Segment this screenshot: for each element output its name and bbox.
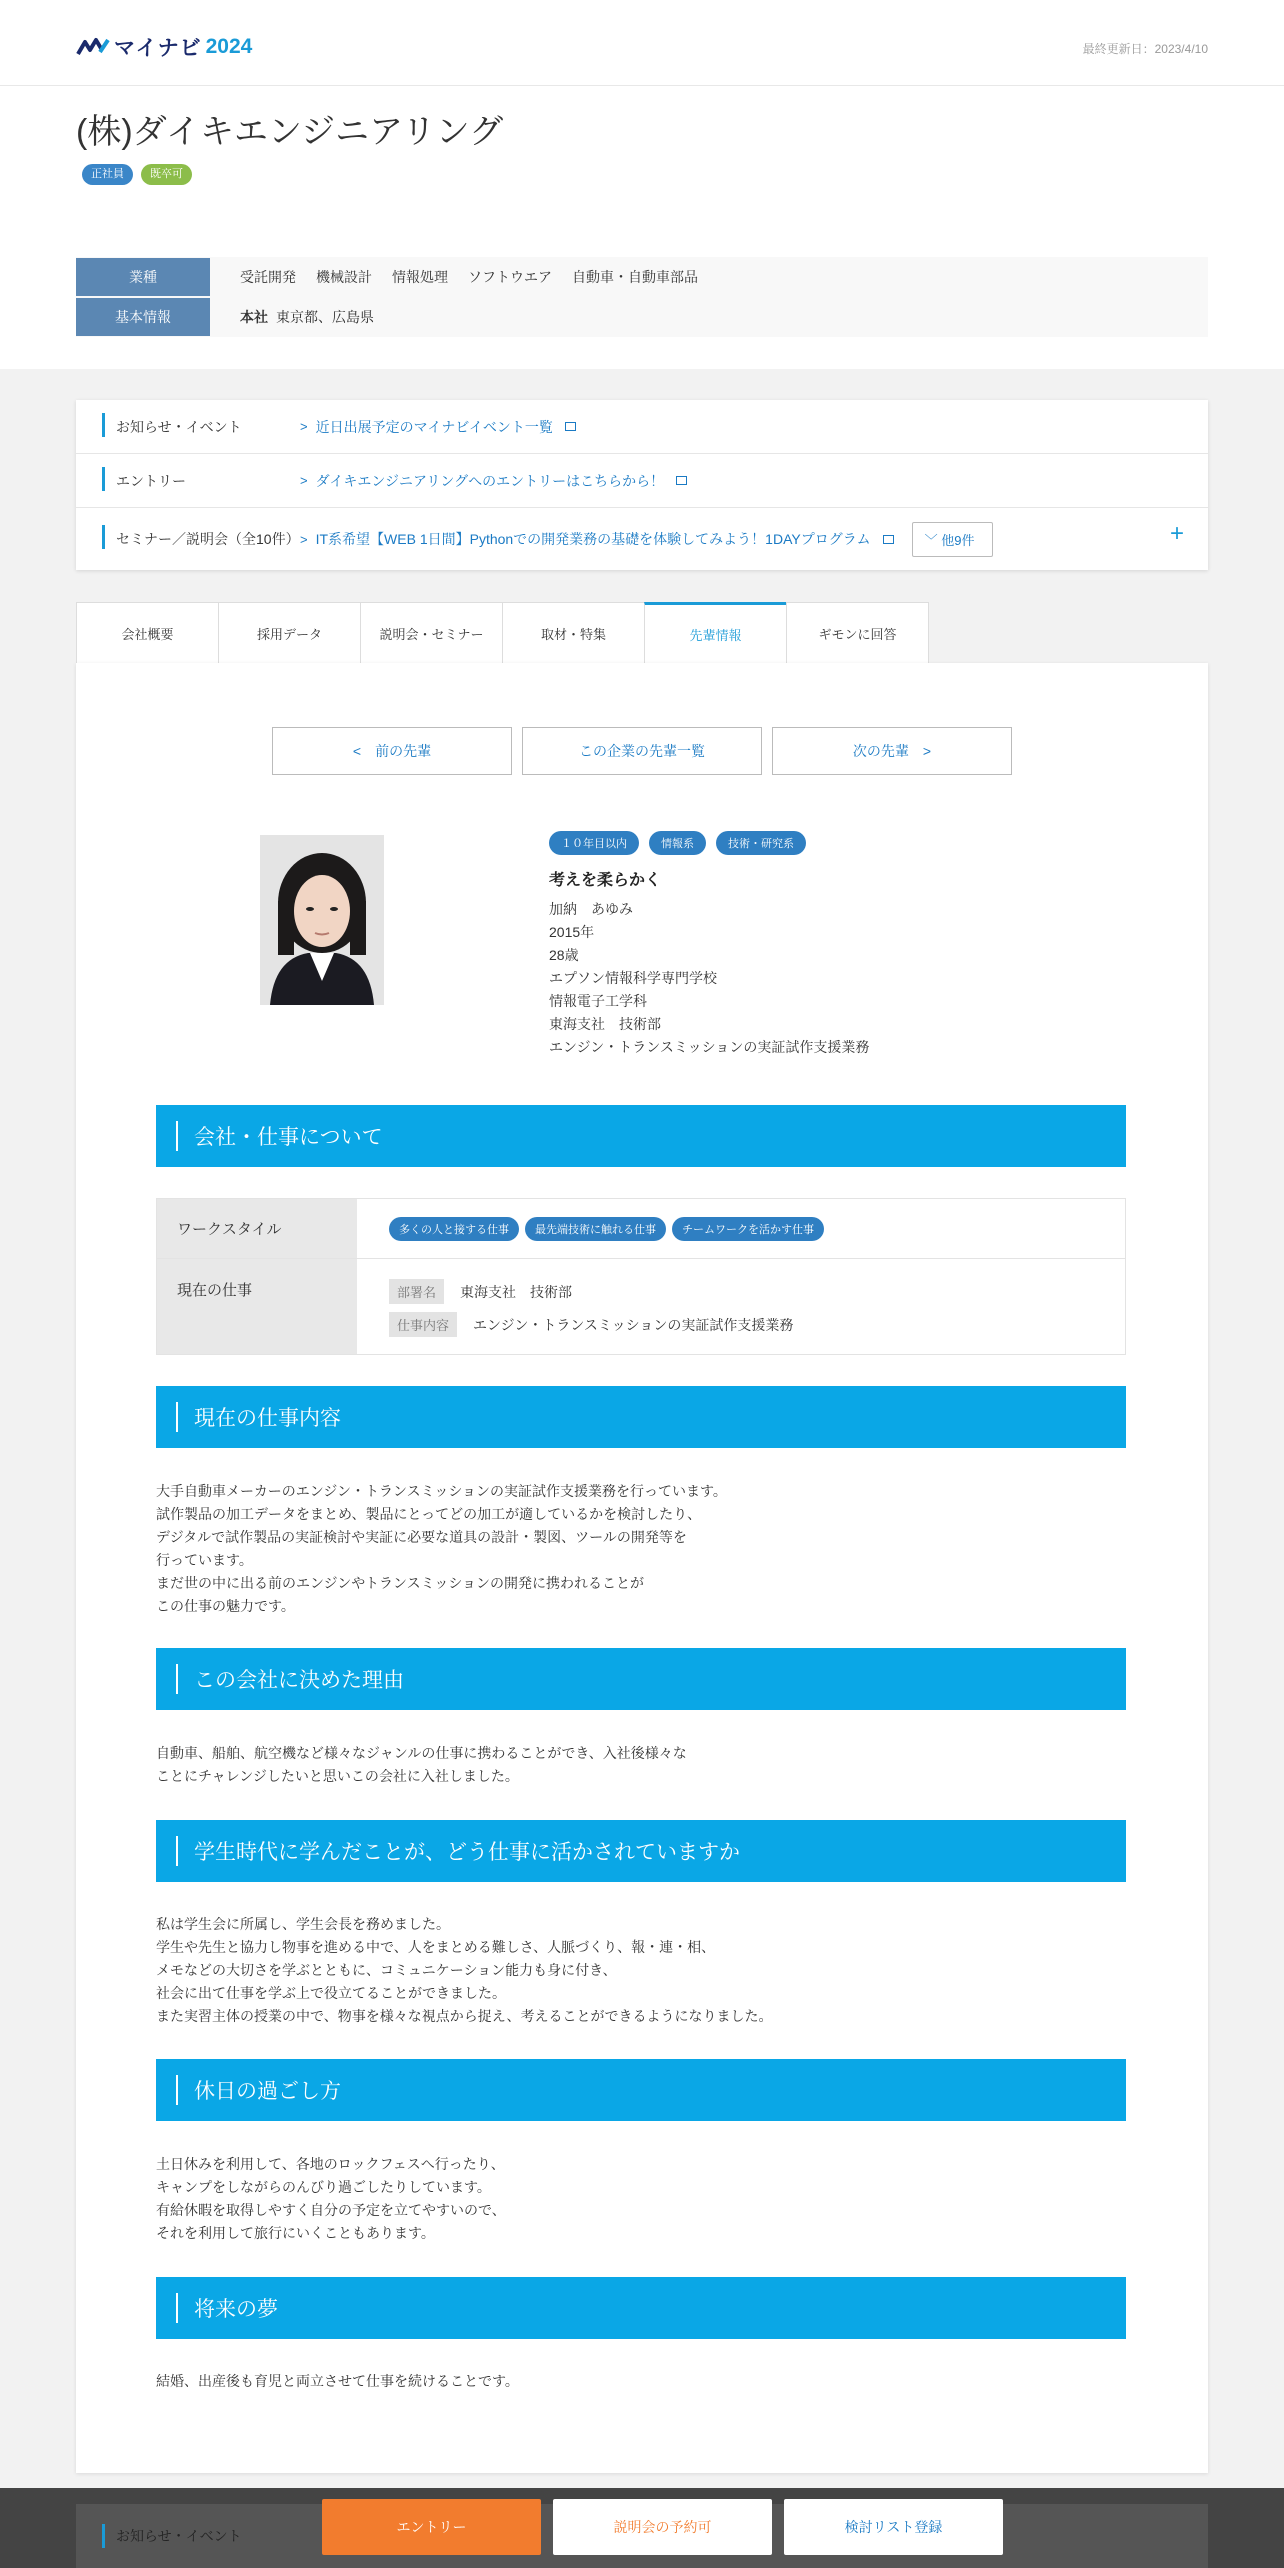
company-tabs <box>76 602 928 664</box>
notice-label: お知らせ・イベント <box>76 417 300 437</box>
work-style-tag: 最先端技術に触れる仕事 <box>525 1217 666 1241</box>
profile-tag: 技術・研究系 <box>716 831 806 855</box>
prev-senior-button[interactable]: < 前の先輩 <box>272 727 512 775</box>
last-updated: 最終更新日：2023/4/10 <box>1082 42 1208 56</box>
dept-pair <box>389 1279 793 1304</box>
footer-ghost-notice: お知らせ・イベント <box>76 2504 1208 2568</box>
profile-title: 考えを柔らかく <box>549 872 662 889</box>
paragraph-reason: 自動車、船舶、航空機など様々なジャンルの仕事に携わることができ、入社後様々な ことにチャレンジしたいと思いこの会社に入社しました。 <box>156 1745 687 1784</box>
external-window-icon <box>883 535 894 544</box>
tab-seniors[interactable]: 先輩情報 <box>644 602 787 664</box>
senior-content <box>76 663 1208 2473</box>
chevron-left-icon: < <box>352 743 362 759</box>
work-style-tag: 多くの人と接する仕事 <box>389 1217 519 1241</box>
current-job-row <box>157 1259 1125 1354</box>
section-heading-work: 会社・仕事について <box>156 1105 1126 1167</box>
profile-tag: 情報系 <box>649 831 706 855</box>
chevron-down-icon: ﹀ <box>924 532 938 548</box>
tab-faq[interactable]: ギモンに回答 <box>786 602 929 664</box>
tab-overview[interactable]: 会社概要 <box>76 602 219 664</box>
entry-button[interactable]: エントリー <box>322 2499 541 2555</box>
basic-info-label: 基本情報 <box>76 298 210 336</box>
notice-label: セミナー／説明会（全10件） <box>76 529 300 549</box>
senior-profile <box>549 831 869 1059</box>
work-table <box>156 1198 1126 1355</box>
senior-list-button[interactable]: この企業の先輩一覧 <box>522 727 762 775</box>
seminar-link[interactable]: > IT系希望【WEB 1日間】Pythonでの開発業務の基礎を体験してみよう！1DAYプログラム <box>300 529 894 549</box>
tab-seminar[interactable]: 説明会・セミナー <box>360 602 503 664</box>
notice-row-entry <box>76 454 1208 508</box>
dept-value: 東海支社 技術部 <box>460 1283 573 1300</box>
badge-fulltime: 正社員 <box>82 164 133 185</box>
chevron-right-icon: > <box>300 473 308 488</box>
paragraph-dream: 結婚、出産後も育児と両立させて仕事を続けることです。 <box>156 2373 519 2389</box>
external-window-icon <box>565 422 576 431</box>
paragraph-student: 私は学生会に所属し、学生会長を務めました。 学生や先生と協力し物事を進める中で、人をまとめる難しさ、人脈づくり、報・連・相、 メモなどの大切さを学ぶとともに、コミュニケーション能力も身に付き、 社会に出て仕事を学ぶ上で役立てることができました。 また実習主体の授業の中で、物事を様々な視点から捉え、考えることができるようになりました。 <box>156 1916 773 2024</box>
company-info <box>76 257 1208 337</box>
chevron-right-icon: > <box>300 419 308 434</box>
profile-tag: １０年目以内 <box>549 831 639 855</box>
mynavi-logo-icon <box>76 36 110 58</box>
senior-photo <box>260 835 384 1005</box>
logo-year: 2024 <box>205 35 253 58</box>
industry-item: 機械設計 <box>316 269 372 285</box>
industry-item: 自動車・自動車部品 <box>572 269 698 285</box>
industry-row <box>76 257 1208 297</box>
industry-item: 受託開発 <box>240 269 296 285</box>
entry-link[interactable]: > ダイキエンジニアリングへのエントリーはこちらから！ <box>300 471 687 491</box>
profile-age: 28歳 <box>549 947 579 963</box>
portrait-image <box>260 835 384 1005</box>
profile-job: エンジン・トランスミッションの実証試作支援業務 <box>549 1039 870 1055</box>
current-job-label: 現在の仕事 <box>157 1259 357 1354</box>
employment-badges <box>82 164 192 185</box>
work-style-row <box>157 1199 1125 1259</box>
basic-info-row <box>76 297 1208 337</box>
work-style-tag: チームワークを活かす仕事 <box>672 1217 824 1241</box>
paragraph-holiday: 土日休みを利用して、各地のロックフェスへ行ったり、 キャンプをしながらのんびり過ごしたりしています。 有給休暇を取得しやすく自分の予定を立てやすいので、 それを利用して旅行にいくこともあります。 <box>156 2156 506 2241</box>
section-heading-student: 学生時代に学んだことが、どう仕事に活かされていますか <box>156 1820 1126 1882</box>
basic-info-values <box>240 307 374 327</box>
more-seminars-button[interactable]: ﹀ 他9件 <box>912 522 994 557</box>
industry-item: ソフトウエア <box>468 269 552 285</box>
profile-joined-year: 2015年 <box>549 924 595 940</box>
events-link[interactable]: > 近日出展予定のマイナビイベント一覧 <box>300 417 576 437</box>
section-heading-dream: 将来の夢 <box>156 2277 1126 2339</box>
tab-recruit-data[interactable]: 採用データ <box>218 602 361 664</box>
content-pair <box>389 1312 793 1337</box>
site-header <box>0 0 1284 86</box>
work-style-label: ワークスタイル <box>157 1199 357 1258</box>
footer-actions <box>322 2499 1003 2555</box>
mynavi-logo[interactable] <box>76 34 252 60</box>
content-key: 仕事内容 <box>389 1312 457 1337</box>
chevron-right-icon: > <box>300 531 308 547</box>
badge-graduate-ok: 既卒可 <box>141 164 192 185</box>
industry-label: 業種 <box>76 258 210 296</box>
profile-office: 東海支社 技術部 <box>549 1016 661 1032</box>
profile-department: 情報電子工学科 <box>549 993 647 1009</box>
notice-row-seminar <box>76 508 1208 570</box>
profile-name: 加納 あゆみ <box>549 901 633 917</box>
notice-label: エントリー <box>76 471 300 491</box>
next-senior-button[interactable]: 次の先輩 > <box>772 727 1012 775</box>
external-window-icon <box>676 476 687 485</box>
industry-values <box>240 267 698 287</box>
industry-item: 情報処理 <box>392 269 448 285</box>
section-heading-reason: この会社に決めた理由 <box>156 1648 1126 1710</box>
profile-school: エプソン情報科学専門学校 <box>549 970 717 986</box>
page-top <box>0 0 1284 369</box>
profile-tags <box>549 831 869 855</box>
work-style-tags <box>357 1199 824 1258</box>
notice-row-events <box>76 400 1208 454</box>
hq-label: 本社 <box>240 309 268 325</box>
tab-features[interactable]: 取材・特集 <box>502 602 645 664</box>
current-job-values <box>357 1259 793 1354</box>
senior-pager <box>272 727 1012 775</box>
paragraph-current: 大手自動車メーカーのエンジン・トランスミッションの実証試作支援業務を行っています。 試作製品の加工データをまとめ、製品にとってどの加工が適しているかを検討したり、 デジタルで試作製品の実証検討や実証に必要な道具の設計・製図、ツールの開発等を 行っています。 まだ世の中に出る前のエンジンやトランスミッションの開発に携われることが この仕事の魅力です。 <box>156 1483 727 1614</box>
seminar-reserve-button[interactable]: 説明会の予約可 <box>553 2499 772 2555</box>
hq-value: 東京都、広島県 <box>276 309 374 325</box>
logo-text: マイナビ <box>114 37 202 60</box>
company-name: (株)ダイキエンジニアリング <box>76 113 504 151</box>
chevron-right-icon: > <box>922 743 932 759</box>
notice-panel <box>76 400 1208 570</box>
expand-plus-icon[interactable]: + <box>1169 520 1184 547</box>
content-value: エンジン・トランスミッションの実証試作支援業務 <box>473 1316 794 1333</box>
section-heading-current: 現在の仕事内容 <box>156 1386 1126 1448</box>
add-to-list-button[interactable]: 検討リスト登録 <box>784 2499 1003 2555</box>
section-heading-holiday: 休日の過ごし方 <box>156 2059 1126 2121</box>
dept-key: 部署名 <box>389 1279 444 1304</box>
